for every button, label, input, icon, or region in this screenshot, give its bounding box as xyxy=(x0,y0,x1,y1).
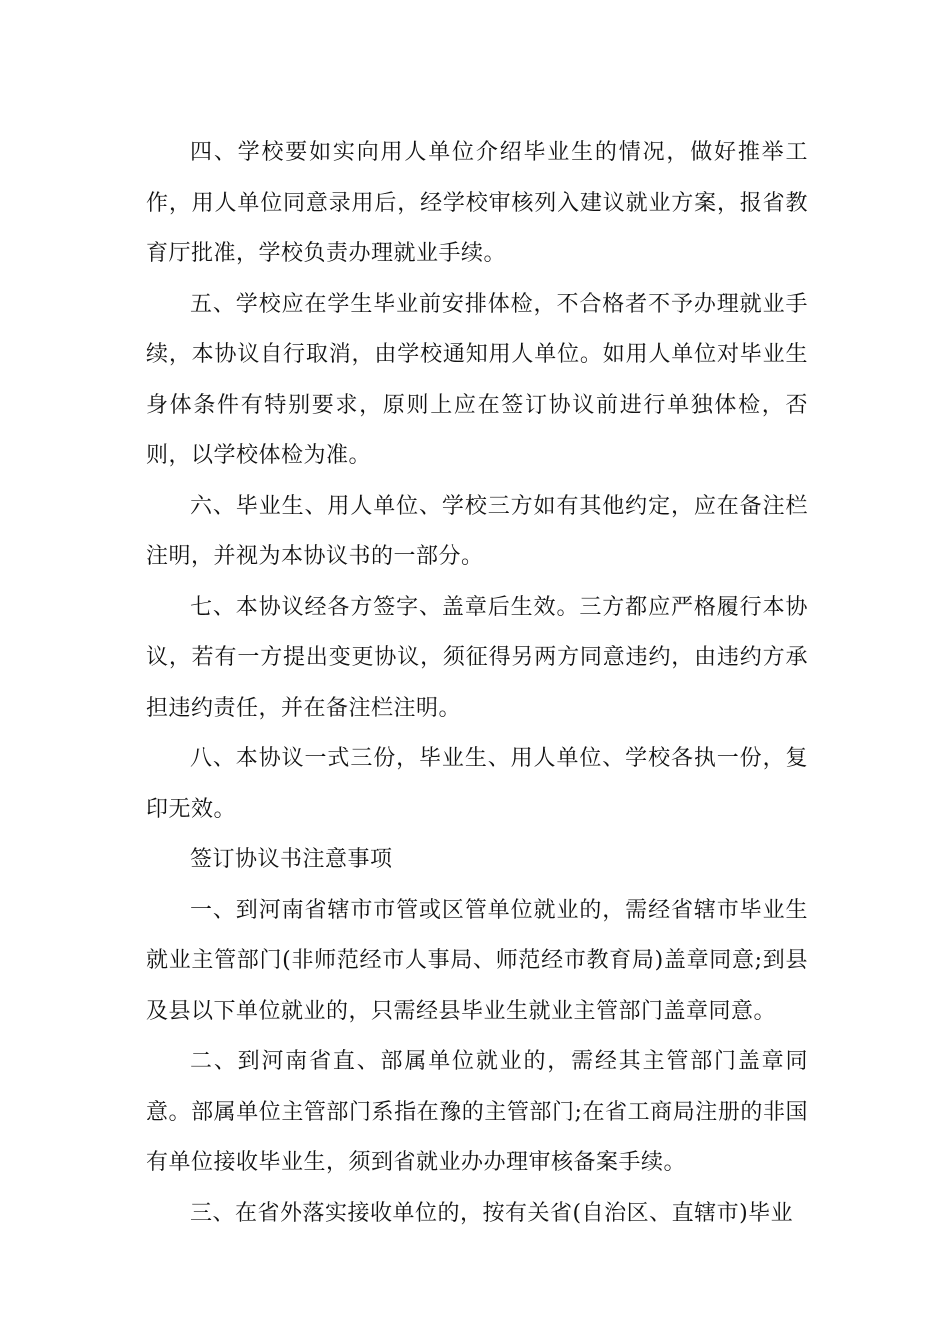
section-heading-notes: 签订协议书注意事项 xyxy=(190,847,393,872)
paragraph-clause-6: 六、毕业生、用人单位、学校三方如有其他约定，应在备注栏注明，并视为本协议书的一部分。 xyxy=(146,493,808,569)
paragraph-clause-7: 七、本协议经各方签字、盖章后生效。三方都应严格履行本协议，若有一方提出变更协议，须征得另两方同意违约，由违约方承担违约责任，并在备注栏注明。 xyxy=(146,594,808,721)
paragraph-clause-5: 五、学校应在学生毕业前安排体检，不合格者不予办理就业手续，本协议自行取消，由学校通知用人单位。如用人单位对毕业生身体条件有特别要求，原则上应在签订协议前进行单独体检，否则，以学校体检为准。 xyxy=(146,291,808,468)
paragraph-clause-8: 八、本协议一式三份，毕业生、用人单位、学校各执一份，复印无效。 xyxy=(146,746,808,822)
paragraph-note-2: 二、到河南省直、部属单位就业的，需经其主管部门盖章同意。部属单位主管部门系指在豫的主管部门;在省工商局注册的非国有单位接收毕业生，须到省就业办办理审核备案手续。 xyxy=(146,1049,808,1175)
paragraph-note-1: 一、到河南省辖市市管或区管单位就业的，需经省辖市毕业生就业主管部门(非师范经市人事局、师范经市教育局)盖章同意;到县及县以下单位就业的，只需经县毕业生就业主管部门盖章同意。 xyxy=(146,897,808,1024)
paragraph-clause-4: 四、学校要如实向用人单位介绍毕业生的情况，做好推举工作，用人单位同意录用后，经学校审核列入建议就业方案，报省教育厅批准，学校负责办理就业手续。 xyxy=(146,140,808,266)
document-body xyxy=(146,128,808,1239)
paragraph-note-3: 三、在省外落实接收单位的，按有关省(自治区、直辖市)毕业 xyxy=(190,1200,794,1226)
